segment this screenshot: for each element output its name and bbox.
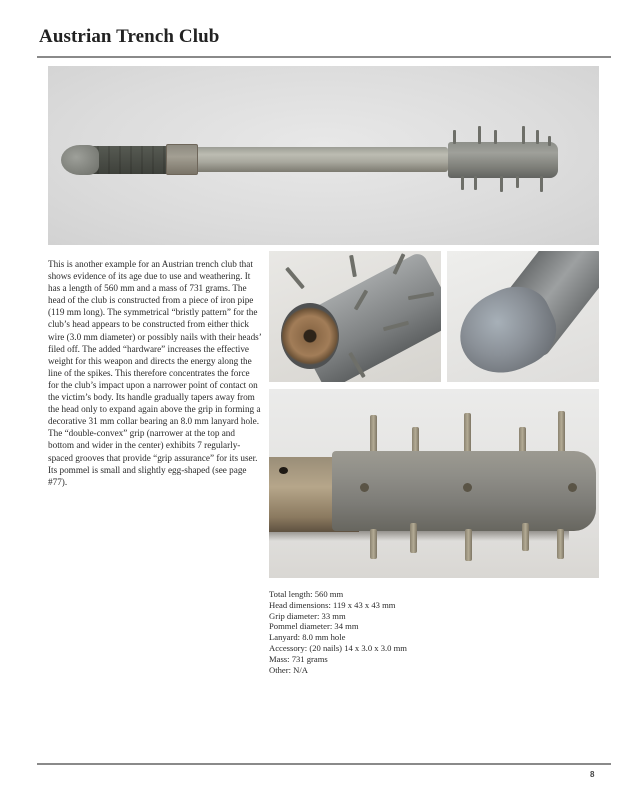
spike — [465, 529, 472, 561]
description-paragraph: This is another example for an Austrian trench club that shows evidence of its age due to use and weathering. It has a length of 560 mm and a mass of 731 grams. The head of the club is constructed from a piece of iron pipe (119 mm long). The symmetrical “bristly pattern” for the club’s head appears to be constructed from either thick wire (3.0 mm diameter) or possibly nails with their heads’ filed off. The added “hardware” increases the effective weight for this weapon and directs the energy along the line of the spikes. This therefore concentrates the force for the club’s impact upon a narrower point of contact on the victim’s body. Its handle gradually tapers away from the head only to expand again above the grip in forming a decorative 31 mm collar bearing an 8.0 mm lanyard hole. The “double-convex” grip (narrower at the top and bottom and wider in the center) exhibits 7 regularly-spaced grooves that provide “grip assurance” for its user. Its pommel is small and slightly egg-shaped (see page #77). — [48, 259, 262, 487]
spec-item: Grip diameter: 33 mm — [269, 610, 346, 621]
spec-label: Total length — [269, 589, 311, 599]
spike — [536, 130, 539, 144]
spec-value: (20 nails) 14 x 3.0 x 3.0 mm — [309, 642, 407, 653]
spike — [522, 126, 525, 144]
spec-label: Grip diameter — [269, 610, 317, 621]
specifications-list — [269, 589, 569, 675]
spec-item: Head dimensions: 119 x 43 x 43 mm — [269, 599, 396, 610]
spike — [500, 176, 503, 192]
spike — [557, 529, 564, 559]
spike — [349, 255, 357, 277]
club-head — [448, 142, 558, 178]
spec-value: 34 mm — [334, 621, 359, 632]
spec-item: Mass: 731 grams — [269, 653, 328, 664]
spike — [410, 523, 417, 553]
spike — [516, 176, 519, 188]
wooden-core-end — [281, 303, 339, 369]
page-title: Austrian Trench Club — [39, 26, 220, 47]
spike — [478, 126, 481, 144]
spike — [540, 176, 543, 192]
spec-item: Lanyard: 8.0 mm hole — [269, 632, 346, 643]
spike — [285, 267, 305, 289]
footer-rule — [37, 763, 611, 765]
detail-photo-head-end — [269, 251, 441, 382]
spec-item: Accessory: (20 nails) 14 x 3.0 x 3.0 mm — [269, 642, 407, 653]
spec-value: 8.0 mm hole — [302, 632, 346, 643]
spec-value: 731 grams — [291, 653, 328, 664]
detail-photo-pommel — [447, 251, 599, 382]
spec-item: Total length: 560 mm — [269, 589, 344, 599]
spike-stub — [360, 483, 369, 492]
spike — [548, 136, 551, 146]
spec-label: Accessory — [269, 642, 305, 653]
spike — [474, 176, 477, 190]
spec-label: Mass — [269, 653, 288, 664]
spike-stub — [568, 483, 577, 492]
spec-item: Other: N/A — [269, 664, 308, 675]
spec-label: Pommel diameter — [269, 621, 330, 632]
page-number: 8 — [590, 770, 595, 779]
spec-value: N/A — [293, 664, 308, 675]
lanyard-hole — [279, 467, 288, 474]
spike — [464, 413, 471, 455]
header-rule — [37, 56, 611, 58]
spec-label: Other — [269, 664, 289, 675]
club-shaft — [168, 147, 448, 172]
spike — [461, 176, 464, 190]
club-grip — [88, 146, 170, 174]
spec-value: 560 mm — [314, 589, 344, 599]
detail-photo-head-side — [269, 389, 599, 578]
main-photo — [48, 66, 599, 245]
spike — [558, 411, 565, 455]
spike-stub — [463, 483, 472, 492]
spec-value: 33 mm — [321, 610, 346, 621]
club-collar — [166, 144, 198, 175]
spec-label: Lanyard — [269, 632, 298, 643]
spike — [370, 415, 377, 455]
spec-value: 119 x 43 x 43 mm — [332, 599, 396, 610]
spike — [494, 130, 497, 144]
spec-label: Head dimensions — [269, 599, 329, 610]
club-pommel — [61, 145, 99, 175]
spec-item: Pommel diameter: 34 mm — [269, 621, 359, 632]
spike — [370, 529, 377, 559]
spike — [522, 523, 529, 551]
spike — [453, 130, 456, 144]
